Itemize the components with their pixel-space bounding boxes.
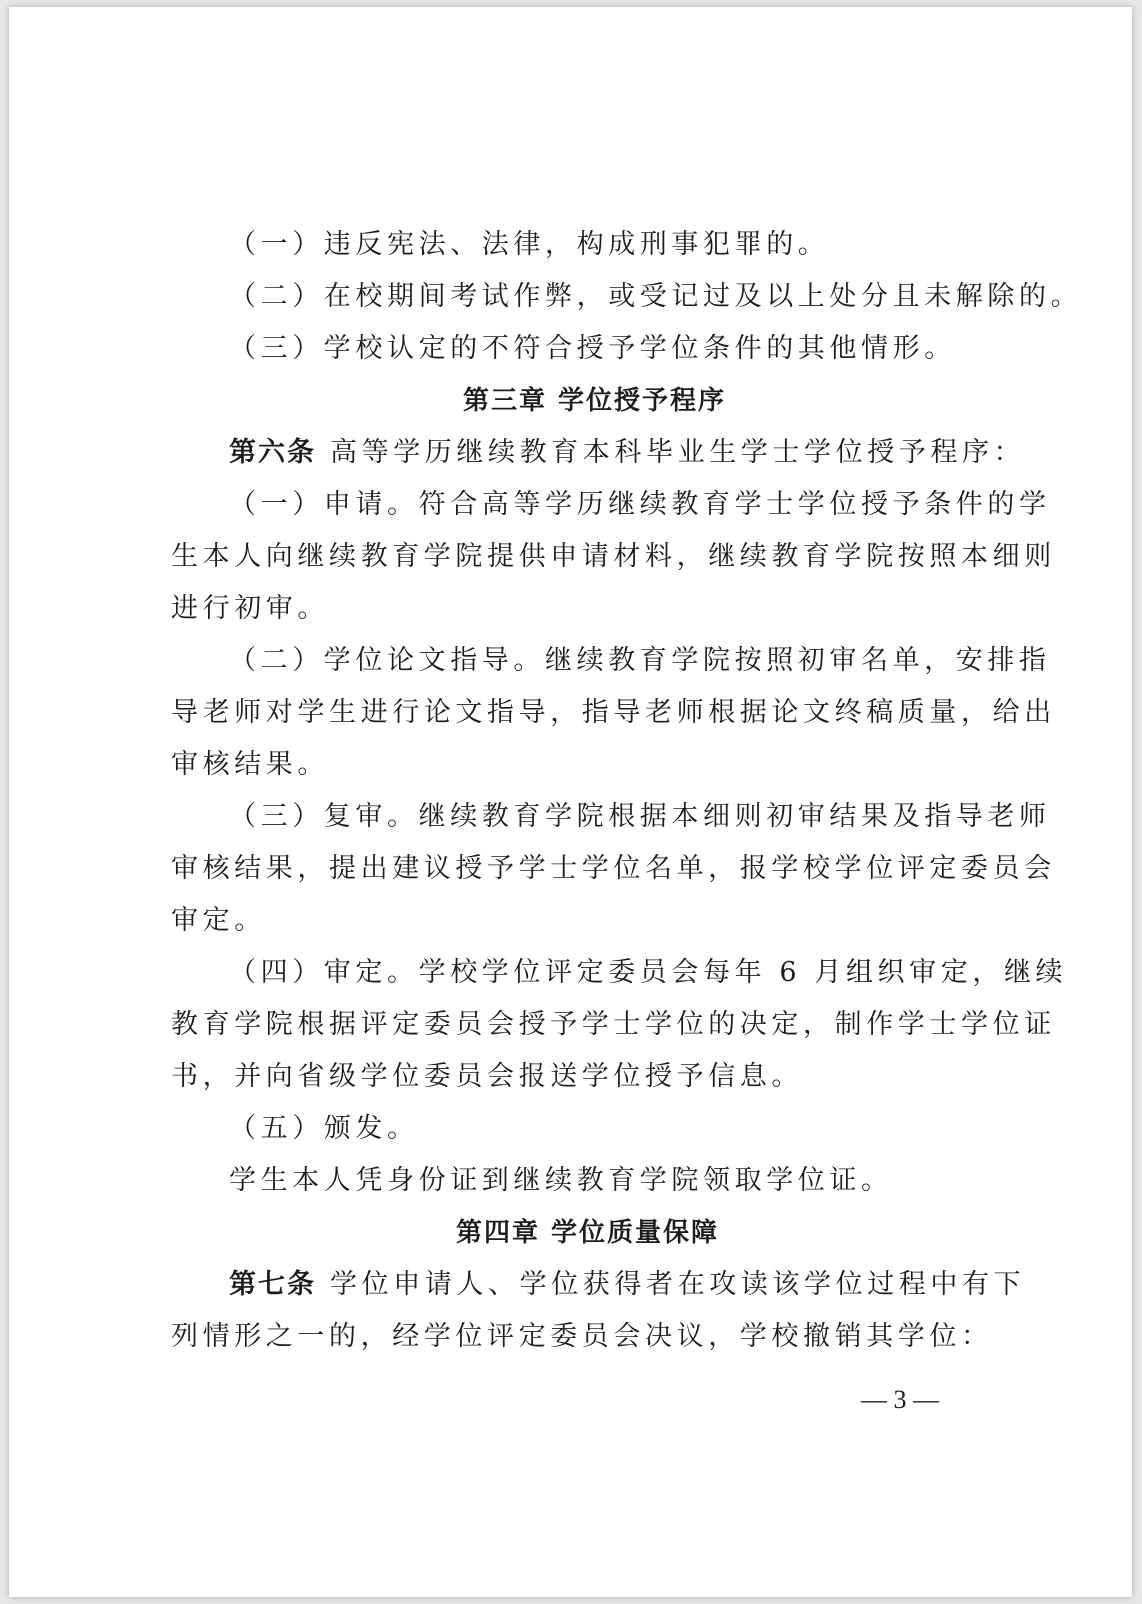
procedure-1-line-1: （一）申请。符合高等学历继续教育学士学位授予条件的学 xyxy=(229,489,1051,520)
procedure-4-line-3: 书，并向省级学位委员会报送学位授予信息。 xyxy=(171,1061,803,1092)
procedure-4-line-2: 教育学院根据评定委员会授予学士学位的决定，制作学士学位证 xyxy=(171,1009,1056,1040)
document-page xyxy=(9,7,1132,1597)
page-number: — 3 — xyxy=(861,1385,939,1414)
procedure-5-title: （五）颁发。 xyxy=(229,1113,419,1144)
article-7-line-2: 列情形之一的，经学位评定委员会决议，学校撤销其学位： xyxy=(171,1321,993,1352)
document-body xyxy=(171,219,1083,1363)
article-6 xyxy=(171,427,1026,479)
chapter-4-title: 第四章 学位质量保障 xyxy=(456,1218,720,1248)
chapter-3-title: 第三章 学位授予程序 xyxy=(463,386,727,416)
procedure-1-line-2: 生本人向继续教育学院提供申请材料，继续教育学院按照本细则 xyxy=(171,541,1056,572)
article-7-line-1 xyxy=(171,1259,1026,1311)
condition-item-3: （三）学校认定的不符合授予学位条件的其他情形。 xyxy=(229,333,956,364)
procedure-2-line-2: 导老师对学生进行论文指导，指导老师根据论文终稿质量，给出 xyxy=(171,697,1056,728)
procedure-3-line-3: 审定。 xyxy=(171,905,266,936)
procedure-5-text: 学生本人凭身份证到继续教育学院领取学位证。 xyxy=(229,1165,893,1196)
procedure-1-line-3: 进行初审。 xyxy=(171,593,329,624)
procedure-2-line-3: 审核结果。 xyxy=(171,749,329,780)
article-7-label: 第七条 xyxy=(229,1269,316,1300)
article-6-label: 第六条 xyxy=(229,437,316,468)
condition-item-2: （二）在校期间考试作弊，或受记过及以上处分且未解除的。 xyxy=(229,281,1083,312)
procedure-3-line-1: （三）复审。继续教育学院根据本细则初审结果及指导老师 xyxy=(229,801,1051,832)
procedure-2-line-1: （二）学位论文指导。继续教育学院按照初审名单，安排指 xyxy=(229,645,1051,676)
article-7-text: 学位申请人、学位获得者在攻读该学位过程中有下 xyxy=(330,1269,1026,1300)
condition-item-1: （一）违反宪法、法律，构成刑事犯罪的。 xyxy=(229,229,830,260)
procedure-3-line-2: 审核结果，提出建议授予学士学位名单，报学校学位评定委员会 xyxy=(171,853,1056,884)
procedure-4-line-1: （四）审定。学校学位评定委员会每年 6 月组织审定，继续 xyxy=(229,957,1068,988)
article-6-text: 高等学历继续教育本科毕业生学士学位授予程序： xyxy=(330,437,1026,468)
